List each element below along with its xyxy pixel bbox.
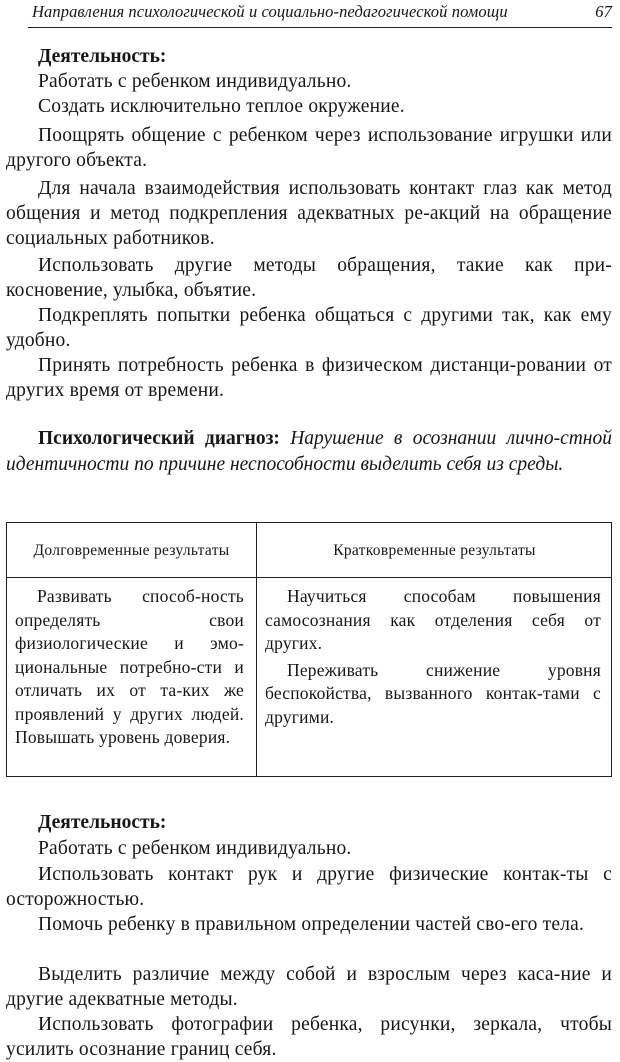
page-number: 67 xyxy=(595,2,612,21)
activity-item-wrap xyxy=(6,912,612,937)
page xyxy=(6,0,612,1061)
activity-item-wrap xyxy=(6,1012,612,1062)
diagnosis-label: Психологический диагноз: xyxy=(38,428,280,449)
activities-list-1 xyxy=(6,69,612,94)
activity-item: Помочь ребенку в правильном определении частей сво-его тела. xyxy=(38,914,585,935)
activity-item-wrap xyxy=(6,176,612,251)
psychological-diagnosis xyxy=(6,426,612,478)
header-rule xyxy=(28,27,612,28)
activity-item: Принять потребность ребенка в физическом дистанци-ровании от других время от времени. xyxy=(6,355,612,401)
activity-item: Использовать фотографии ребенка, рисунки, зеркала, чтобы усилить осознание границ себя. xyxy=(6,1014,612,1060)
activity-item-wrap xyxy=(6,862,612,912)
activity-item: Использовать другие методы обращения, такие как при-косновение, улыбка, объятие. xyxy=(6,255,612,301)
running-header-title: Направления психологической и социально-педагогической помощи xyxy=(32,2,508,21)
short-term-results-cell xyxy=(265,585,601,729)
long-term-result: Развивать способ-ность определять свои физиологические и эмо-циональные потребно-сти и отличать их от та-ких же проявлений у других людей. Повышать уровень доверия. xyxy=(15,586,244,747)
activity-item: Для начала взаимодействия использовать контакт глаз как метод общения и метод подкрепления адекватных ре-акций на обращение социальных работников. xyxy=(6,178,612,249)
activities-section-2 xyxy=(6,810,612,836)
activity-item: Подкреплять попытки ребенка общаться с другими так, как ему удобно. xyxy=(6,305,612,351)
results-table xyxy=(6,522,612,777)
table-header-long-term: Долговременные результаты xyxy=(33,541,230,559)
activity-item: Выделить различие между собой и взрослым через каса-ние и другие адекватные методы. xyxy=(6,964,612,1010)
running-header xyxy=(32,2,612,22)
table-header-short-term: Кратковременные результаты xyxy=(333,541,536,559)
activity-item: Работать с ребенком индивидуально. xyxy=(38,71,352,92)
long-term-results-cell xyxy=(15,585,244,750)
activity-item: Работать с ребенком индивидуально. xyxy=(38,838,352,859)
diagnosis-text: Нарушение в осознании лично-стной идентичности по причине неспособности выделить себя из среды. xyxy=(6,428,612,475)
activity-item-wrap xyxy=(6,94,612,119)
short-term-result: Переживать снижение уровня беспокойства, вызванного контак-тами с другими. xyxy=(265,659,601,727)
activity-item-wrap xyxy=(6,962,612,1012)
table-header-divider xyxy=(7,577,611,578)
activity-item-wrap xyxy=(6,123,612,173)
activity-item-wrap xyxy=(6,303,612,353)
activities-heading-2: Деятельность: xyxy=(38,812,167,833)
activity-item: Использовать контакт рук и другие физические контак-ты с осторожностью. xyxy=(6,864,612,910)
activities-heading-1: Деятельность: xyxy=(38,46,167,67)
activity-item-wrap xyxy=(6,353,612,403)
activities-section-1 xyxy=(6,44,612,70)
activity-item: Поощрять общение с ребенком через использование игрушки или другого объекта. xyxy=(6,125,612,171)
short-term-result: Научиться способам повышения самосознания как отделения себя от других. xyxy=(265,586,601,653)
activity-item-wrap xyxy=(6,253,612,303)
activity-item: Создать исключительно теплое окружение. xyxy=(38,96,405,117)
activity-item-wrap xyxy=(6,836,612,861)
